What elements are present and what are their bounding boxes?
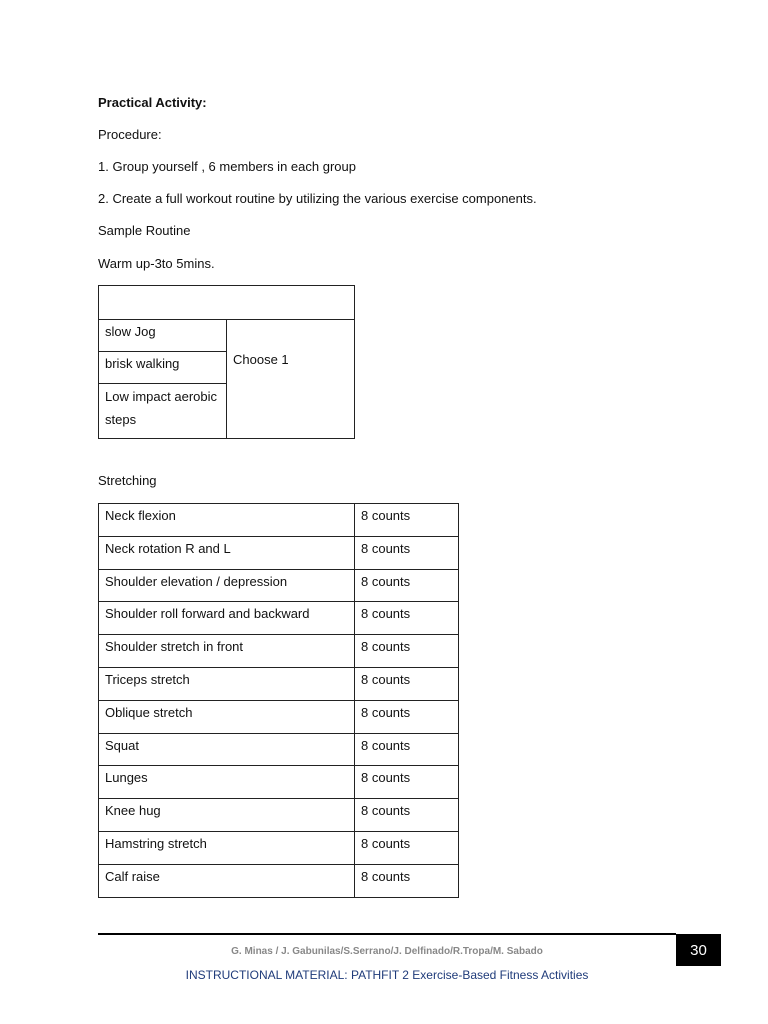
- stretch-exercise-name: Oblique stretch: [99, 700, 355, 733]
- stretch-exercise-name: Neck flexion: [99, 504, 355, 537]
- stretch-row: [99, 536, 459, 569]
- stretch-row: [99, 799, 459, 832]
- stretch-count: 8 counts: [355, 635, 459, 668]
- stretch-exercise-name: Shoulder elevation / depression: [99, 569, 355, 602]
- stretch-row: [99, 831, 459, 864]
- warmup-choose-cell: Choose 1: [227, 320, 355, 439]
- stretch-count: 8 counts: [355, 864, 459, 897]
- stretch-exercise-name: Triceps stretch: [99, 667, 355, 700]
- activity-heading: Practical Activity:: [98, 95, 207, 110]
- step-1: 1. Group yourself , 6 members in each group: [98, 159, 356, 174]
- stretch-exercise-name: Hamstring stretch: [99, 831, 355, 864]
- warmup-activity: brisk walking: [99, 352, 227, 384]
- stretch-count: 8 counts: [355, 536, 459, 569]
- stretch-count: 8 counts: [355, 667, 459, 700]
- stretch-exercise-name: Lunges: [99, 766, 355, 799]
- stretching-table: [98, 503, 459, 898]
- warmup-header-cell: [99, 286, 355, 320]
- stretch-row: [99, 504, 459, 537]
- stretch-count: 8 counts: [355, 766, 459, 799]
- footer-rule: [98, 933, 676, 935]
- stretching-label: Stretching: [98, 473, 157, 488]
- stretch-row: [99, 766, 459, 799]
- stretch-row: [99, 864, 459, 897]
- stretch-row: [99, 667, 459, 700]
- stretch-exercise-name: Shoulder stretch in front: [99, 635, 355, 668]
- stretch-count: 8 counts: [355, 504, 459, 537]
- procedure-label: Procedure:: [98, 127, 162, 142]
- stretch-exercise-name: Calf raise: [99, 864, 355, 897]
- page-number: 30: [676, 934, 721, 966]
- stretch-count: 8 counts: [355, 733, 459, 766]
- stretch-row: [99, 733, 459, 766]
- footer-authors: G. Minas / J. Gabunilas/S.Serrano/J. Delfinado/R.Tropa/M. Sabado: [231, 946, 543, 957]
- stretch-count: 8 counts: [355, 831, 459, 864]
- stretch-count: 8 counts: [355, 700, 459, 733]
- warmup-table: [98, 285, 355, 439]
- stretch-count: 8 counts: [355, 569, 459, 602]
- warmup-activity: Low impact aerobic steps: [99, 384, 227, 439]
- stretch-count: 8 counts: [355, 602, 459, 635]
- stretch-exercise-name: Squat: [99, 733, 355, 766]
- stretch-row: [99, 602, 459, 635]
- warmup-label: Warm up-3to 5mins.: [98, 256, 215, 271]
- stretch-exercise-name: Knee hug: [99, 799, 355, 832]
- warmup-activity: slow Jog: [99, 320, 227, 352]
- stretch-row: [99, 700, 459, 733]
- step-2: 2. Create a full workout routine by utilizing the various exercise components.: [98, 191, 537, 206]
- stretch-row: [99, 569, 459, 602]
- stretch-exercise-name: Shoulder roll forward and backward: [99, 602, 355, 635]
- stretch-count: 8 counts: [355, 799, 459, 832]
- stretch-exercise-name: Neck rotation R and L: [99, 536, 355, 569]
- stretch-row: [99, 635, 459, 668]
- footer-title: INSTRUCTIONAL MATERIAL: PATHFIT 2 Exercise-Based Fitness Activities: [185, 968, 589, 982]
- sample-routine-label: Sample Routine: [98, 223, 191, 238]
